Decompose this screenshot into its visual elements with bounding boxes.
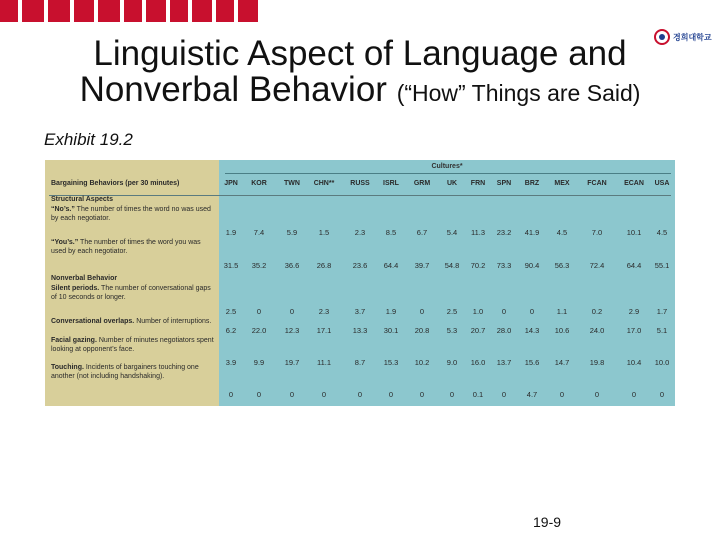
table-cell: 64.4 [626, 261, 642, 270]
table-cell: 56.3 [554, 261, 570, 270]
table-cell: 26.8 [316, 261, 332, 270]
table-cell: 16.0 [470, 358, 486, 367]
table-cell: 2.3 [354, 228, 366, 237]
row-label-yous: “You’s.” The number of times the word you was used by each negotiator. [51, 239, 201, 255]
table-cell: 10.6 [554, 326, 570, 335]
column-header: GRM [413, 180, 431, 187]
table-cell: 6.2 [225, 326, 237, 335]
column-header: RUSS [350, 180, 370, 187]
data-table [45, 160, 675, 406]
table-cell: 1.9 [385, 307, 397, 316]
table-cell: 41.9 [524, 228, 540, 237]
table-cell: 10.0 [654, 358, 670, 367]
table-cell: 54.8 [444, 261, 460, 270]
table-cell: 0 [228, 390, 234, 399]
table-cell: 10.1 [626, 228, 642, 237]
table-cell: 0 [357, 390, 363, 399]
table-cell: 24.0 [589, 326, 605, 335]
top-bar-segment [124, 0, 142, 22]
top-bar-segment [48, 0, 70, 22]
table-cell: 72.4 [589, 261, 605, 270]
slide-number: 19-9 [533, 514, 562, 530]
top-bar-segment [216, 0, 234, 22]
row-header-label: Bargaining Behaviors (per 30 minutes) [51, 180, 180, 187]
table-cell: 4.5 [656, 228, 668, 237]
table-cell: 1.1 [556, 307, 568, 316]
column-header: SPN [496, 180, 512, 187]
table-cell: 6.7 [416, 228, 428, 237]
table-cell: 0 [419, 307, 425, 316]
table-cell: 14.7 [554, 358, 570, 367]
row-label-touching: Touching. Incidents of bargainers touching one another (not including handshaking). [51, 364, 199, 380]
section-nonverbal-behavior: Nonverbal Behavior [51, 275, 118, 282]
top-bar-segment [0, 0, 18, 22]
table-cell: 55.1 [654, 261, 670, 270]
cultures-underline [225, 173, 671, 174]
table-cell: 2.9 [628, 307, 640, 316]
table-cell: 0.2 [591, 307, 603, 316]
table-cell: 39.7 [414, 261, 430, 270]
table-cell: 5.1 [656, 326, 668, 335]
table-cell: 70.2 [470, 261, 486, 270]
table-cell: 11.1 [316, 358, 332, 367]
top-bar-segment [192, 0, 212, 22]
column-header: USA [654, 180, 670, 187]
table-cell: 17.0 [626, 326, 642, 335]
table-cell: 9.9 [253, 358, 265, 367]
column-header: UK [446, 180, 458, 187]
table-cell: 5.3 [446, 326, 458, 335]
table-cell: 0 [501, 307, 507, 316]
section-structural-aspects: Structural Aspects [51, 196, 113, 203]
table-cell: 31.5 [223, 261, 239, 270]
table-cell: 10.4 [626, 358, 642, 367]
column-header: MEX [554, 180, 570, 187]
table-cell: 15.3 [383, 358, 399, 367]
table-cell: 11.3 [470, 228, 486, 237]
table-cell: 3.9 [225, 358, 237, 367]
row-label-facial-gazing: Facial gazing. Number of minutes negotiators spent looking at opponent’s face. [51, 337, 214, 353]
column-header: ECAN [624, 180, 644, 187]
table-cell: 36.6 [284, 261, 300, 270]
university-seal-icon [654, 29, 670, 45]
table-cell: 23.2 [496, 228, 512, 237]
table-cell: 1.0 [472, 307, 484, 316]
title-line-2-main: Nonverbal Behavior [79, 70, 387, 109]
table-cell: 10.2 [414, 358, 430, 367]
table-cell: 15.6 [524, 358, 540, 367]
top-bar-segment [146, 0, 166, 22]
table-cell: 9.0 [446, 358, 458, 367]
table-cell: 14.3 [524, 326, 540, 335]
table-cell: 0 [289, 307, 295, 316]
table-cell: 17.1 [316, 326, 332, 335]
column-header: TWN [284, 180, 300, 187]
table-cell: 19.8 [589, 358, 605, 367]
table-cell: 1.9 [225, 228, 237, 237]
title-line-2 [40, 72, 680, 111]
top-bar-segment [98, 0, 120, 22]
table-cell: 30.1 [383, 326, 399, 335]
table-cell: 0 [256, 390, 262, 399]
column-header: ISRL [383, 180, 399, 187]
university-logo [654, 28, 720, 46]
table-cell: 73.3 [496, 261, 512, 270]
table-cell: 1.7 [656, 307, 668, 316]
table-cell: 0 [419, 390, 425, 399]
table-cell: 5.4 [446, 228, 458, 237]
table-cell: 0.1 [472, 390, 484, 399]
table-cell: 2.5 [225, 307, 237, 316]
column-header: BRZ [524, 180, 540, 187]
row-label-silent-periods: Silent periods. The number of conversational gaps of 10 seconds or longer. [51, 285, 211, 301]
table-cell: 1.5 [318, 228, 330, 237]
top-bar-segment [74, 0, 94, 22]
table-cell: 0 [289, 390, 295, 399]
table-cell: 0 [449, 390, 455, 399]
table-cell: 22.0 [251, 326, 267, 335]
table-cell: 7.4 [253, 228, 265, 237]
table-cell: 0 [529, 307, 535, 316]
top-bar-segment [22, 0, 44, 22]
table-cell: 13.7 [496, 358, 512, 367]
table-cell: 0 [559, 390, 565, 399]
table-cell: 0 [659, 390, 665, 399]
table-cell: 2.5 [446, 307, 458, 316]
exhibit-label: Exhibit 19.2 [44, 130, 133, 149]
column-header: FCAN [587, 180, 607, 187]
table-cell: 20.7 [470, 326, 486, 335]
column-header: KOR [251, 180, 267, 187]
decorative-top-bar [0, 0, 720, 22]
table-cell: 0 [388, 390, 394, 399]
table-cell: 19.7 [284, 358, 300, 367]
title-line-1: Linguistic Aspect of Language and [93, 34, 627, 73]
table-cell: 0 [631, 390, 637, 399]
slide-title [40, 36, 680, 111]
top-bar-segment [238, 0, 258, 22]
column-header: CHN** [313, 180, 335, 187]
table-cell: 0 [501, 390, 507, 399]
table-cell: 0 [594, 390, 600, 399]
table-cell: 0 [321, 390, 327, 399]
cultures-header: Cultures* [431, 163, 463, 170]
table-cell: 64.4 [383, 261, 399, 270]
table-cell: 0 [256, 307, 262, 316]
table-cell: 8.5 [385, 228, 397, 237]
table-cell: 5.9 [286, 228, 298, 237]
table-cell: 3.7 [354, 307, 366, 316]
table-cell: 20.8 [414, 326, 430, 335]
table-cell: 7.0 [591, 228, 603, 237]
table-cell: 4.7 [526, 390, 538, 399]
logo-text: 경희대학교 [673, 32, 712, 42]
title-line-2-subtitle: (“How” Things are Said) [396, 80, 641, 106]
table-cell: 23.6 [352, 261, 368, 270]
column-header: JPN [224, 180, 238, 187]
table-cell: 8.7 [354, 358, 366, 367]
table-cell: 90.4 [524, 261, 540, 270]
table-cell: 12.3 [284, 326, 300, 335]
table-cell: 13.3 [352, 326, 368, 335]
column-header: FRN [470, 180, 486, 187]
table-cell: 28.0 [496, 326, 512, 335]
row-label-nos: “No’s.” The number of times the word no was used by each negotiator. [51, 206, 211, 222]
top-bar-segment [170, 0, 188, 22]
row-label-conversational-overlaps: Conversational overlaps. Number of interruptions. [51, 318, 212, 325]
table-cell: 35.2 [251, 261, 267, 270]
table-cell: 4.5 [556, 228, 568, 237]
table-value-panel [219, 160, 675, 406]
table-cell: 2.3 [318, 307, 330, 316]
